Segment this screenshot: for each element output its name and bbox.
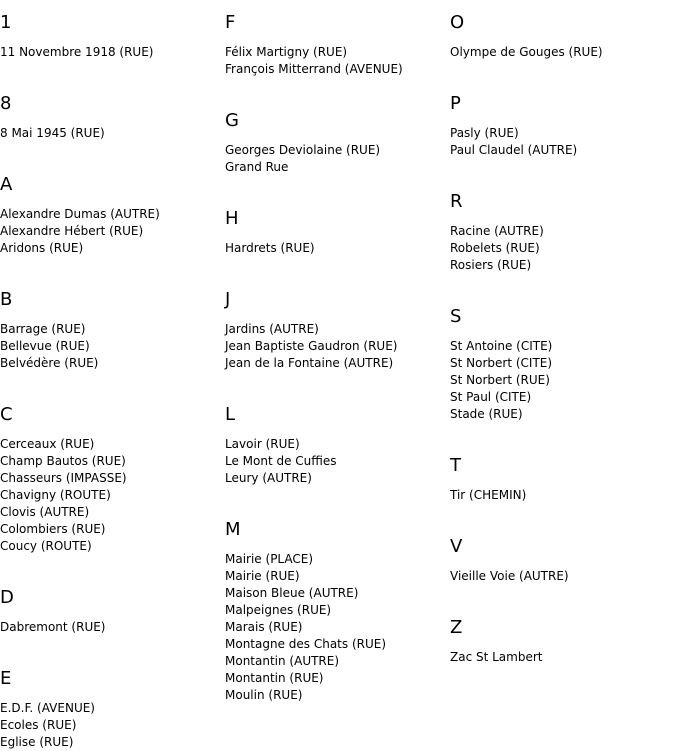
letter-heading: H <box>225 208 239 229</box>
street-item: Le Mont de Cuffies <box>225 454 337 468</box>
street-item: Alexandre Hébert (RUE) <box>0 224 144 238</box>
letter-group <box>225 291 445 392</box>
letter-group <box>450 95 670 179</box>
street-list <box>0 321 220 372</box>
letter-heading: L <box>225 404 236 425</box>
street-item: Barrage (RUE) <box>0 322 86 336</box>
street-item: Chavigny (ROUTE) <box>0 488 111 502</box>
street-list <box>0 436 220 555</box>
letter-heading: A <box>0 174 13 195</box>
street-item: Leury (AUTRE) <box>225 471 312 485</box>
street-item: Vieille Voie (AUTRE) <box>450 569 569 583</box>
letter-heading: B <box>0 289 13 310</box>
street-item: Jean de la Fontaine (AUTRE) <box>225 356 394 370</box>
street-item: Eglise (RUE) <box>0 735 74 749</box>
street-item: Stade (RUE) <box>450 407 523 421</box>
letter-group <box>0 670 220 751</box>
letter-group <box>0 95 220 162</box>
street-list <box>450 125 670 159</box>
street-list <box>450 649 670 666</box>
street-list <box>0 206 220 257</box>
street-item: Coucy (ROUTE) <box>0 539 92 553</box>
street-item: Rosiers (RUE) <box>450 258 532 272</box>
street-item: Champ Bautos (RUE) <box>0 454 126 468</box>
street-item: Montantin (AUTRE) <box>225 654 340 668</box>
street-item: Robelets (RUE) <box>450 241 540 255</box>
column-2 <box>225 0 445 704</box>
street-item: Chasseurs (IMPASSE) <box>0 471 127 485</box>
street-item: Jean Baptiste Gaudron (RUE) <box>225 339 398 353</box>
letter-heading: Z <box>450 617 463 638</box>
street-list <box>0 700 220 751</box>
letter-group <box>0 176 220 277</box>
letter-heading: R <box>450 191 463 212</box>
street-item: Alexandre Dumas (AUTRE) <box>0 207 160 221</box>
letter-group <box>225 406 445 507</box>
street-item: E.D.F. (AVENUE) <box>0 701 95 715</box>
street-list <box>225 240 445 257</box>
street-list <box>0 619 220 636</box>
street-list <box>225 321 445 372</box>
street-item: Montantin (RUE) <box>225 671 324 685</box>
street-item: Mairie (PLACE) <box>225 552 314 566</box>
street-item: Hardrets (RUE) <box>225 241 315 255</box>
letter-heading: P <box>450 93 461 114</box>
letter-group <box>450 457 670 524</box>
street-list <box>225 551 445 704</box>
letter-group <box>0 589 220 656</box>
street-item: Belvédère (RUE) <box>0 356 99 370</box>
letter-group <box>0 406 220 575</box>
letter-heading: M <box>225 519 241 540</box>
street-list <box>450 338 670 423</box>
letter-group <box>225 14 445 98</box>
street-item: Maison Bleue (AUTRE) <box>225 586 359 600</box>
street-item: Aridons (RUE) <box>0 241 84 255</box>
letter-group <box>450 193 670 294</box>
street-list <box>0 44 220 61</box>
letter-heading: E <box>0 668 12 689</box>
column-3 <box>450 0 670 666</box>
street-list <box>450 223 670 274</box>
letter-heading: F <box>225 12 236 33</box>
street-item: 11 Novembre 1918 (RUE) <box>0 45 154 59</box>
street-list <box>225 142 445 176</box>
street-list <box>450 487 670 504</box>
street-item: Colombiers (RUE) <box>0 522 106 536</box>
street-item: Jardins (AUTRE) <box>225 322 319 336</box>
street-item: Pasly (RUE) <box>450 126 519 140</box>
street-item: Montagne des Chats (RUE) <box>225 637 387 651</box>
letter-group <box>450 538 670 605</box>
street-item: Zac St Lambert <box>450 650 543 664</box>
street-item: Racine (AUTRE) <box>450 224 544 238</box>
street-item: Dabremont (RUE) <box>0 620 106 634</box>
street-list <box>225 44 445 78</box>
letter-heading: V <box>450 536 463 557</box>
letter-heading: 1 <box>0 12 12 33</box>
street-item: St Antoine (CITE) <box>450 339 553 353</box>
letter-group <box>225 521 445 704</box>
street-item: Grand Rue <box>225 160 289 174</box>
column-1 <box>0 0 220 751</box>
letter-group <box>0 291 220 392</box>
letter-heading: T <box>450 455 461 476</box>
street-item: Félix Martigny (RUE) <box>225 45 348 59</box>
letter-group <box>225 210 445 277</box>
street-item: Cerceaux (RUE) <box>0 437 95 451</box>
street-item: St Paul (CITE) <box>450 390 532 404</box>
street-list <box>225 436 445 487</box>
letter-group <box>450 14 670 81</box>
street-item: St Norbert (CITE) <box>450 356 553 370</box>
street-item: Marais (RUE) <box>225 620 303 634</box>
letter-heading: S <box>450 306 462 327</box>
street-item: Tir (CHEMIN) <box>450 488 527 502</box>
street-item: Moulin (RUE) <box>225 688 303 702</box>
letter-heading: O <box>450 12 465 33</box>
street-item: Olympe de Gouges (RUE) <box>450 45 603 59</box>
letter-heading: 8 <box>0 93 12 114</box>
street-item: Paul Claudel (AUTRE) <box>450 143 578 157</box>
street-list <box>450 568 670 585</box>
letter-group <box>450 619 670 666</box>
street-item: Clovis (AUTRE) <box>0 505 90 519</box>
street-list <box>450 44 670 61</box>
street-item: François Mitterrand (AVENUE) <box>225 62 403 76</box>
letter-group <box>225 112 445 196</box>
street-item: Ecoles (RUE) <box>0 718 77 732</box>
street-list <box>0 125 220 142</box>
street-item: Lavoir (RUE) <box>225 437 300 451</box>
street-item: Mairie (RUE) <box>225 569 300 583</box>
letter-heading: G <box>225 110 239 131</box>
letter-group <box>0 14 220 81</box>
street-item: Bellevue (RUE) <box>0 339 90 353</box>
letter-heading: J <box>225 289 231 310</box>
street-item: Malpeignes (RUE) <box>225 603 332 617</box>
letter-group <box>450 308 670 443</box>
street-item: Georges Deviolaine (RUE) <box>225 143 381 157</box>
letter-heading: D <box>0 587 14 608</box>
street-item: St Norbert (RUE) <box>450 373 550 387</box>
letter-heading: C <box>0 404 13 425</box>
street-item: 8 Mai 1945 (RUE) <box>0 126 105 140</box>
